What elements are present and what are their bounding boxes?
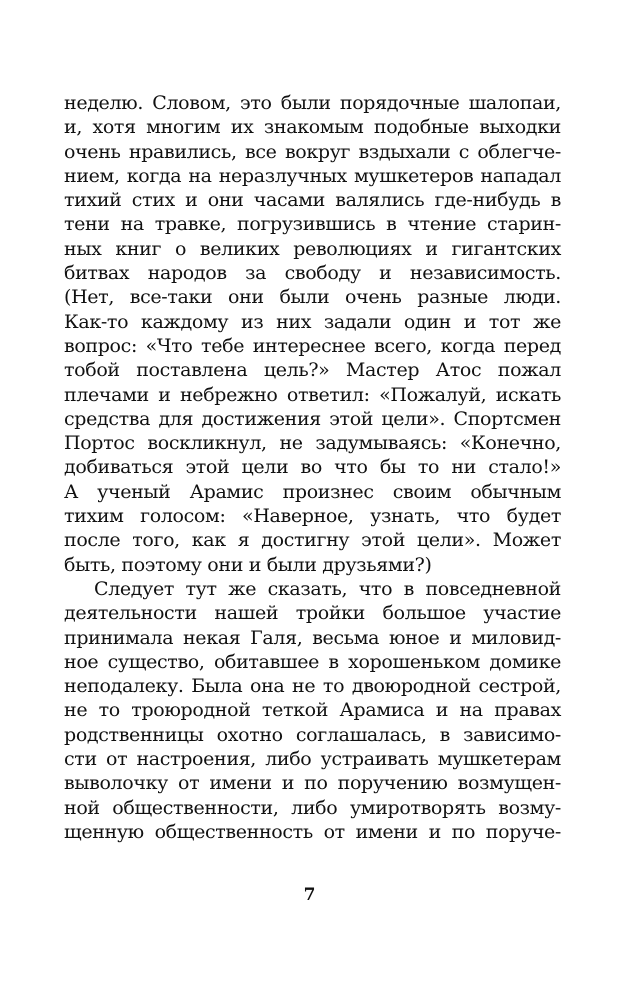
text-line: деятельности нашей тройки большое участие <box>64 602 561 625</box>
text-line: быть, поэтому они и были друзьями?) <box>64 553 432 576</box>
text-line: Следует тут же сказать, что в повседневной <box>94 577 561 600</box>
text-line: А ученый Арамис произнес своим обычным <box>64 480 561 503</box>
page-number: 7 <box>303 885 316 905</box>
text-line: сти от настроения, либо устраивать мушкетерам <box>64 748 561 771</box>
text-line: вопрос: «Что тебе интереснее всего, когда перед <box>64 334 561 357</box>
text-line: и, хотя многим их знакомым подобные выходки <box>64 116 561 139</box>
text-line: ных книг о великих революциях и гигантских <box>64 237 561 260</box>
text-line: неделю. Словом, это были порядочные шалопаи, <box>64 92 561 114</box>
text-line: тихим голосом: «Наверное, узнать, что будет <box>64 505 561 528</box>
text-line: (Нет, все-таки они были очень разные люди. <box>64 286 561 309</box>
text-line: родственницы охотно соглашалась, в зависимо- <box>64 723 561 746</box>
text-line: тени на травке, погрузившись в чтение старин- <box>64 213 561 236</box>
text-line: ное существо, обитавшее в хорошеньком домике <box>64 650 561 673</box>
text-line: ной общественности, либо умиротворять возму- <box>64 796 561 819</box>
text-line: не то троюродной теткой Арамиса и на правах <box>64 699 561 722</box>
text-line: принимала некая Галя, весьма юное и миловид- <box>64 626 561 649</box>
text-line: щенную общественность от имени и по поруче- <box>64 820 561 843</box>
text-line: плечами и небрежно ответил: «Пожалуй, искать <box>64 383 561 406</box>
book-page-text <box>64 91 561 844</box>
text-line: средства для достижения этой цели». Спортсмен <box>64 407 561 430</box>
text-line: Портос воскликнул, не задумываясь: «Конечно, <box>64 432 561 455</box>
text-line: после того, как я достигну этой цели». Может <box>64 529 561 552</box>
text-line: Как-то каждому из них задали один и тот же <box>64 310 561 333</box>
text-line: очень нравились, все вокруг вздыхали с облегче- <box>64 140 561 163</box>
text-line: неподалеку. Была она не то двоюродной сестрой, <box>64 675 561 698</box>
text-line: нием, когда на неразлучных мушкетеров нападал <box>64 164 561 187</box>
text-line: битвах народов за свободу и независимость. <box>64 262 561 285</box>
text-line: добиваться этой цели во что бы то ни стало!» <box>64 456 561 479</box>
text-line: тобой поставлена цель?» Мастер Атос пожал <box>64 359 561 382</box>
text-line: тихий стих и они часами валялись где-нибудь в <box>64 189 561 212</box>
text-line: выволочку от имени и по поручению возмущен- <box>64 772 561 795</box>
